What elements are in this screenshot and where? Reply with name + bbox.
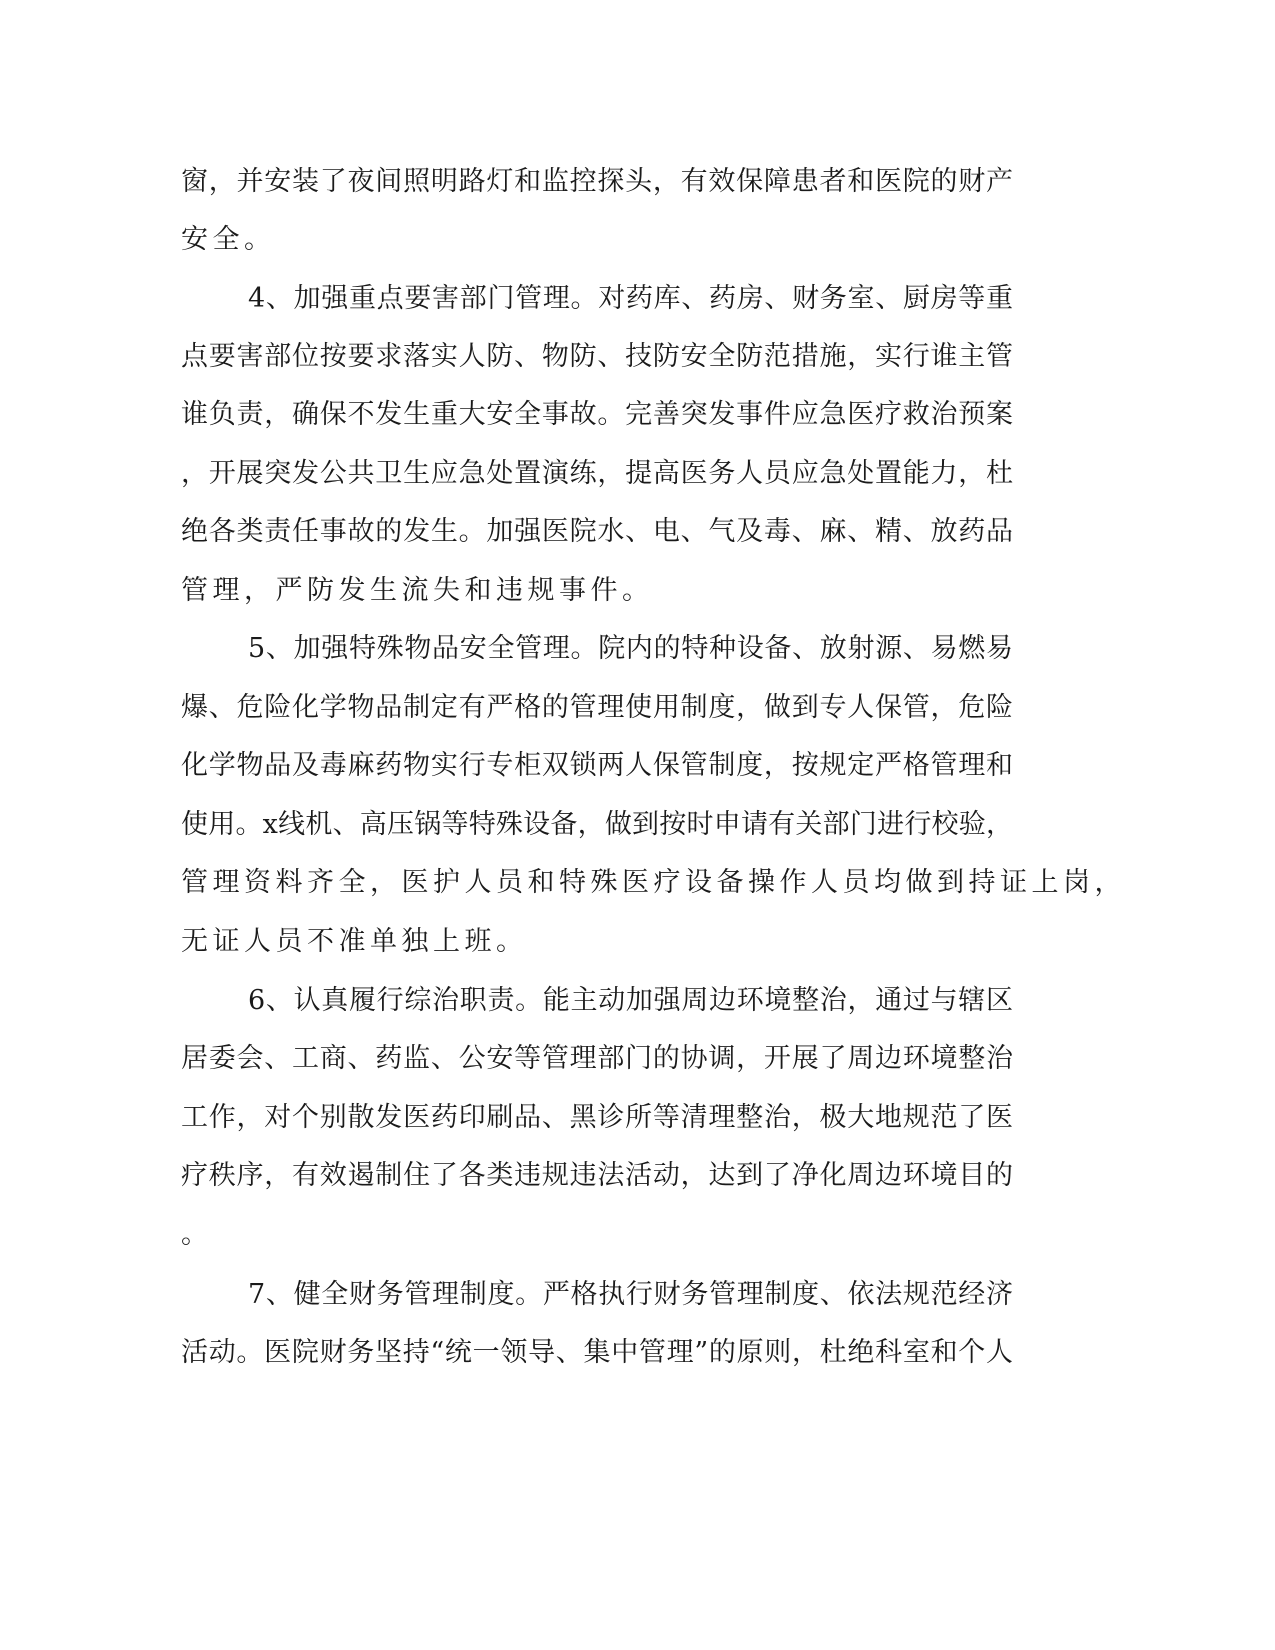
text-line: 工作，对个别散发医药印刷品、黑诊所等清理整治，极大地规范了医 (181, 1102, 1013, 1133)
text-line: 绝各类责任事故的发生。加强医院水、电、气及毒、麻、精、放药品 (181, 516, 1013, 547)
paragraph-6-start: 6、认真履行综治职责。能主动加强周边环境整治，通过与辖区 (248, 985, 1013, 1016)
paragraph-5-start: 5、加强特殊物品安全管理。院内的特种设备、放射源、易燃易 (248, 633, 1013, 664)
text-line: 。 (181, 1219, 213, 1250)
text-line: ，开展突发公共卫生应急处置演练，提高医务人员应急处置能力，杜 (181, 458, 1013, 489)
text-line: 活动。医院财务坚持“统一领导、集中管理”的原则，杜绝科室和个人 (181, 1337, 1013, 1368)
text-line: 居委会、工商、药监、公安等管理部门的协调，开展了周边环境整治 (181, 1043, 1013, 1074)
paragraph-4-start: 4、加强重点要害部门管理。对药库、药房、财务室、厨房等重 (248, 283, 1013, 314)
text-line: 安全。 (181, 224, 276, 255)
text-line: 窗，并安装了夜间照明路灯和监控探头，有效保障患者和医院的财产 (181, 166, 1013, 197)
text-line: 使用。x线机、高压锅等特殊设备，做到按时申请有关部门进行校验， (181, 809, 1013, 840)
text-line: 疗秩序，有效遏制住了各类违规违法活动，达到了净化周边环境目的 (181, 1160, 1013, 1191)
text-line: 谁负责，确保不发生重大安全事故。完善突发事件应急医疗救治预案 (181, 399, 1013, 430)
text-line: 管理资料齐全，医护人员和特殊医疗设备操作人员均做到持证上岗， (181, 867, 1126, 898)
text-line: 爆、危险化学物品制定有严格的管理使用制度，做到专人保管，危险 (181, 692, 1013, 723)
paragraph-7-start: 7、健全财务管理制度。严格执行财务管理制度、依法规范经济 (248, 1279, 1013, 1310)
text-line: 点要害部位按要求落实人防、物防、技防安全防范措施，实行谁主管 (181, 341, 1013, 372)
text-line: 管理，严防发生流失和违规事件。 (181, 575, 654, 606)
text-line: 无证人员不准单独上班。 (181, 926, 528, 957)
text-line: 化学物品及毒麻药物实行专柜双锁两人保管制度，按规定严格管理和 (181, 750, 1013, 781)
